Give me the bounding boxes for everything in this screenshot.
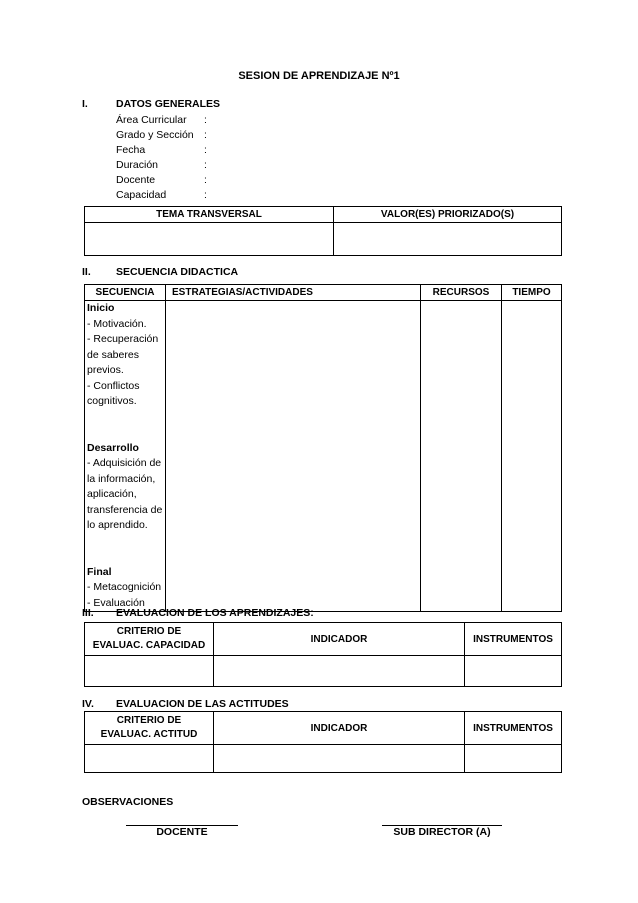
header-secuencia: SECUENCIA <box>85 285 166 301</box>
criterio-cell[interactable] <box>85 656 214 687</box>
field-label: Duración <box>116 159 159 171</box>
section-3-number: III. <box>82 607 94 619</box>
final-title: Final <box>87 565 112 578</box>
valores-cell[interactable] <box>334 223 562 256</box>
signature-docente: DOCENTE <box>156 826 208 838</box>
section-2-number: II. <box>82 266 91 278</box>
observaciones-label: OBSERVACIONES <box>82 796 174 808</box>
inicio-line: cognitivos. <box>87 395 137 407</box>
section-3-heading <box>82 607 314 619</box>
section-2-heading <box>82 266 238 278</box>
section-1-title: DATOS GENERALES <box>116 98 221 110</box>
desarrollo-title: Desarrollo <box>87 441 139 454</box>
final-line: - Metacognición <box>87 581 162 593</box>
desarrollo-line: - Adquisición de <box>87 457 162 469</box>
section-3-title: EVALUACION DE LOS APRENDIZAJES: <box>116 607 314 619</box>
desarrollo-line: lo aprendido. <box>87 519 148 531</box>
indicador-cell[interactable] <box>214 745 465 773</box>
field-label: Fecha <box>116 144 146 156</box>
inicio-line: previos. <box>87 364 124 376</box>
tiempo-cell[interactable] <box>502 301 562 612</box>
field-capacidad <box>116 189 226 204</box>
field-label: Capacidad <box>116 189 167 201</box>
inicio-line: - Recuperación <box>87 333 159 345</box>
desarrollo-block <box>85 441 165 534</box>
field-grado-seccion <box>116 129 226 144</box>
field-docente <box>116 174 226 189</box>
estrategias-cell[interactable] <box>166 301 421 612</box>
page-title: SESION DE APRENDIZAJE Nº1 <box>238 70 400 82</box>
field-colon: : <box>204 114 207 126</box>
field-colon: : <box>204 129 207 141</box>
field-colon: : <box>204 174 207 186</box>
inicio-line: - Conflictos <box>87 379 140 392</box>
section-4-heading <box>82 698 289 710</box>
header-indicador: INDICADOR <box>214 623 465 656</box>
evaluacion-actitudes-table <box>84 711 562 773</box>
section-1-number: I. <box>82 98 88 110</box>
secuencia-table <box>84 284 562 612</box>
header-criterio-line-1: CRITERIO DE <box>116 715 182 726</box>
field-colon: : <box>204 144 207 156</box>
desarrollo-line: aplicación, <box>87 488 137 500</box>
tema-transversal-table <box>84 206 562 256</box>
header-criterio-line-2: EVALUAC. ACTITUD <box>100 729 198 740</box>
header-criterio-actitud <box>85 712 214 745</box>
header-criterio-capacidad <box>85 623 214 656</box>
section-1-heading <box>82 98 220 110</box>
field-fecha <box>116 144 226 159</box>
header-instrumentos: INSTRUMENTOS <box>465 712 562 745</box>
header-instrumentos: INSTRUMENTOS <box>465 623 562 656</box>
header-tiempo: TIEMPO <box>502 285 562 301</box>
secuencia-cell <box>85 301 166 612</box>
header-valores: VALOR(ES) PRIORIZADO(S) <box>334 207 562 223</box>
header-criterio-line-2: EVALUAC. CAPACIDAD <box>92 640 206 651</box>
field-colon: : <box>204 159 207 171</box>
section-4-title: EVALUACION DE LAS ACTITUDES <box>116 698 289 710</box>
tema-transversal-cell[interactable] <box>85 223 334 256</box>
inicio-block <box>85 301 165 410</box>
final-line: - Evaluación <box>87 596 145 609</box>
field-duracion <box>116 159 226 174</box>
field-colon: : <box>204 189 207 201</box>
evaluacion-aprendizajes-table <box>84 622 562 687</box>
header-tema-transversal: TEMA TRANSVERSAL <box>85 207 334 223</box>
indicador-cell[interactable] <box>214 656 465 687</box>
field-label: Grado y Sección <box>116 129 194 141</box>
header-recursos: RECURSOS <box>421 285 502 301</box>
desarrollo-line: la información, <box>87 472 156 485</box>
section-4-number: IV. <box>82 698 94 710</box>
inicio-title: Inicio <box>87 302 115 314</box>
section-2-title: SECUENCIA DIDACTICA <box>116 266 239 278</box>
final-block <box>85 565 165 612</box>
field-label: Área Curricular <box>116 114 187 126</box>
signature-subdirector: SUB DIRECTOR (A) <box>393 826 491 838</box>
instrumentos-cell[interactable] <box>465 745 562 773</box>
desarrollo-line: transferencia de <box>87 503 163 516</box>
header-estrategias: ESTRATEGIAS/ACTIVIDADES <box>166 285 421 301</box>
inicio-line: - Motivación. <box>87 317 147 330</box>
recursos-cell[interactable] <box>421 301 502 612</box>
header-criterio-line-1: CRITERIO DE <box>116 626 182 637</box>
inicio-line: de saberes <box>87 348 139 361</box>
header-indicador: INDICADOR <box>214 712 465 745</box>
instrumentos-cell[interactable] <box>465 656 562 687</box>
field-area-curricular <box>116 114 226 129</box>
criterio-cell[interactable] <box>85 745 214 773</box>
field-label: Docente <box>116 174 156 186</box>
